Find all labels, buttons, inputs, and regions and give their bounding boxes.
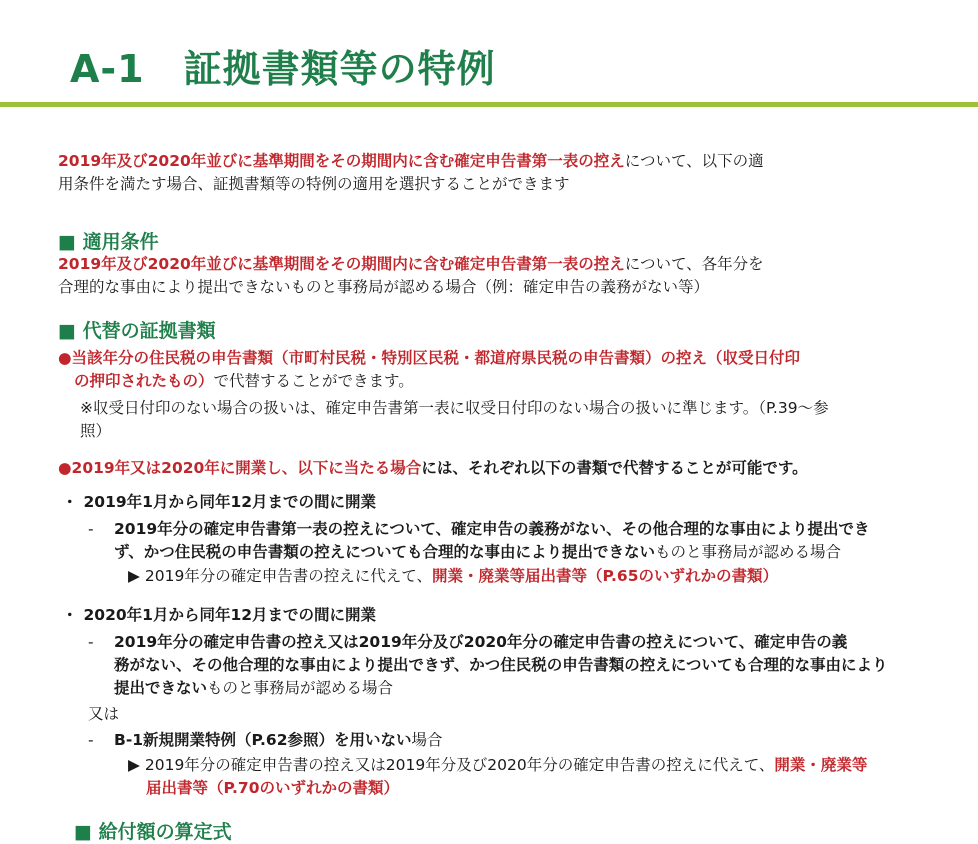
case-2-title: ・ 2020年1月から同年12月までの間に開業: [62, 606, 377, 624]
case-1-line-1: 2019年分の確定申告書第一表の控えについて、確定申告の義務がない、その他合理的な事由により提出でき: [114, 520, 870, 538]
next-section-heading-cutoff: ■ 給付額の算定式: [74, 821, 232, 843]
dot-icon: ・: [62, 493, 78, 511]
case-1-line-2: ず、かつ住民税の申告書類の控えについても合理的な事由により提出できないものと事務局が認める場合: [114, 543, 841, 561]
case-1-arrow-line: ▶ 2019年分の確定申告書の控えに代えて、開業・廃業等届出書等（P.65のいずれかの書類）: [128, 567, 778, 585]
title-underline: [0, 102, 978, 107]
case-2-line-1: 2019年分の確定申告書の控え又は2019年分及び2020年分の確定申告書の控えについて、確定申告の義: [114, 633, 848, 651]
alt-note-line-1: ※収受日付印のない場合の扱いは、確定申告書第一表に収受日付印のない場合の扱いに準じます。（P.39～参: [80, 399, 829, 417]
alt-note-line-2: 照）: [80, 422, 112, 440]
alt-bullet-1-line-2: の押印されたもの）で代替することができます。: [74, 372, 414, 390]
bullet-icon: ●: [58, 459, 72, 477]
case-2-line-3: 提出できないものと事務局が認める場合: [114, 679, 394, 697]
arrow-icon: ▶: [128, 567, 140, 585]
alt-bullet-2: ●2019年又は2020年に開業し、以下に当たる場合には、それぞれ以下の書類で代替することが可能です。: [58, 459, 808, 477]
case-2-line-b: B-1新規開業特例（P.62参照）を用いない場合: [114, 731, 443, 749]
case-2-line-2: 務がない、その他合理的な事由により提出できず、かつ住民税の申告書類の控えについても合理的な事由により: [114, 656, 888, 674]
page-title: A-1 証拠書類等の特例: [70, 47, 496, 91]
case-2-dash-2: -: [88, 731, 94, 749]
bullet-icon: ●: [58, 349, 72, 367]
dot-icon: ・: [62, 606, 78, 624]
case-1-dash: -: [88, 520, 94, 538]
case-2-or: 又は: [88, 705, 120, 723]
section-heading-conditions: ■ 適用条件: [58, 231, 159, 253]
intro-line-2: 用条件を満たす場合、証拠書類等の特例の適用を選択することができます: [58, 175, 570, 193]
case-2-arrow-line-2: 届出書等（P.70のいずれかの書類）: [146, 779, 399, 797]
case-2-arrow-line-1: ▶ 2019年分の確定申告書の控え又は2019年分及び2020年分の確定申告書の控えに代えて、開業・廃業等: [128, 756, 868, 774]
case-2-dash: -: [88, 633, 94, 651]
arrow-icon: ▶: [128, 756, 140, 774]
case-1-title: ・ 2019年1月から同年12月までの間に開業: [62, 493, 377, 511]
section-heading-alternatives: ■ 代替の証拠書類: [58, 320, 216, 342]
alt-bullet-1-line-1: ●当該年分の住民税の申告書類（市町村民税・特別区民税・都道府県民税の申告書類）の控え（収受日付印: [58, 349, 801, 367]
conditions-line-2: 合理的な事由により提出できないものと事務局が認める場合（例：確定申告の義務がない等）: [58, 278, 710, 296]
conditions-line-1: 2019年及び2020年並びに基準期間をその期間内に含む確定申告書第一表の控えについて、各年分を: [58, 255, 764, 273]
intro-line-1: 2019年及び2020年並びに基準期間をその期間内に含む確定申告書第一表の控えについて、以下の適: [58, 152, 764, 170]
